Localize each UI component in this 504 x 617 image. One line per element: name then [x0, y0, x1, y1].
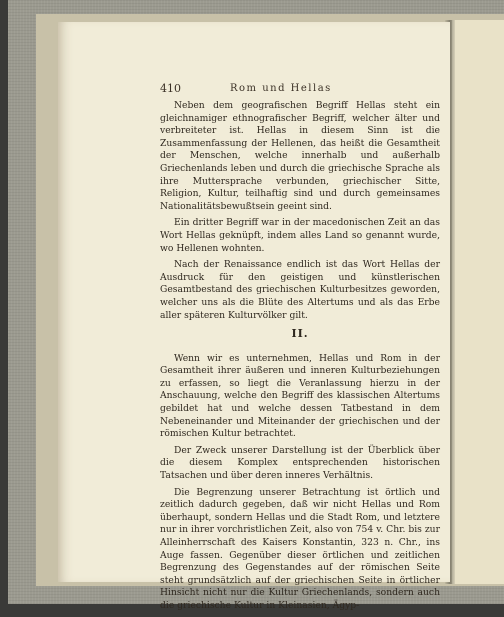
- running-head: Rom und Hellas: [230, 83, 332, 94]
- paragraph: Wenn wir es unternehmen, Hellas und Rom in der Gesamtheit ihrer äußeren und inneren Kulturbeziehungen zu erfassen, so liegt die Veranlassung hierzu in der Anschauung, welche den Begriff des klassischen Altertums gebildet hat und welche dessen Tatbestand in dem Nebeneinander und Miteinander der griechischen und der römischen Kultur betrachtet.: [160, 352, 440, 440]
- facing-page-edge: [452, 20, 504, 584]
- section-title: II.: [291, 327, 309, 341]
- paragraph: Ein dritter Begriff war in der macedonischen Zeit an das Wort Hellas geknüpft, indem alles Land so genannt wurde, wo Hellenen wohnten.: [160, 217, 440, 254]
- paragraph: Der Zweck unserer Darstellung ist der Überblick über die diesem Komplex entsprechenden historischen Tatsachen und über deren inneres Verhältnis.: [160, 444, 440, 482]
- page-number: 410: [160, 82, 181, 95]
- paragraph: Die Begrenzung unserer Betrachtung ist örtlich und zeitlich dadurch gegeben, daß wir nicht Hellas und Rom überhaupt, sondern Hellas und die Stadt Rom, und letztere nur in ihrer vorchristlichen Zeit, also von 754 v. Chr. bis zur Alleinherrschaft des Kaisers Konstantin, 323 n. Chr., ins Auge fassen. Gegenüber dieser örtlichen und zeitlichen Begrenzung des Gegenstandes auf der römischen Seite steht grundsätzlich auf der griechischen Seite in örtlicher Hinsicht nicht nur die Kultur Griechenlands, sondern auch die griechische Kultur in Kleinasien, Ägyp-: [160, 486, 440, 611]
- paragraph: Nach der Renaissance endlich ist das Wort Hellas der Ausdruck für den geistigen und künstlerischen Gesamtbestand des griechischen Kulturbesitzes geworden, welcher uns als die Blüte des Altertums und als das Erbe aller späteren Kulturvölker gilt.: [160, 259, 440, 321]
- paragraph: Neben dem geografischen Begriff Hellas steht ein gleichnamiger ethnografischer Begriff, welcher älter und verbreiteter ist. Hellas in diesem Sinn ist die Zusammenfassung der Hellenen, das heißt die Gesamtheit der Menschen, welche innerhalb und außerhalb Griechenlands leben und durch die griechische Sprache als ihre Muttersprache verbunden, griechischer Sitte, Religion, Kultur, teilhaftig sind und durch gemeinsames Nationalitätsbewußtsein geeint sind.: [160, 100, 440, 212]
- page-body: [160, 100, 440, 617]
- page-header: [160, 82, 432, 98]
